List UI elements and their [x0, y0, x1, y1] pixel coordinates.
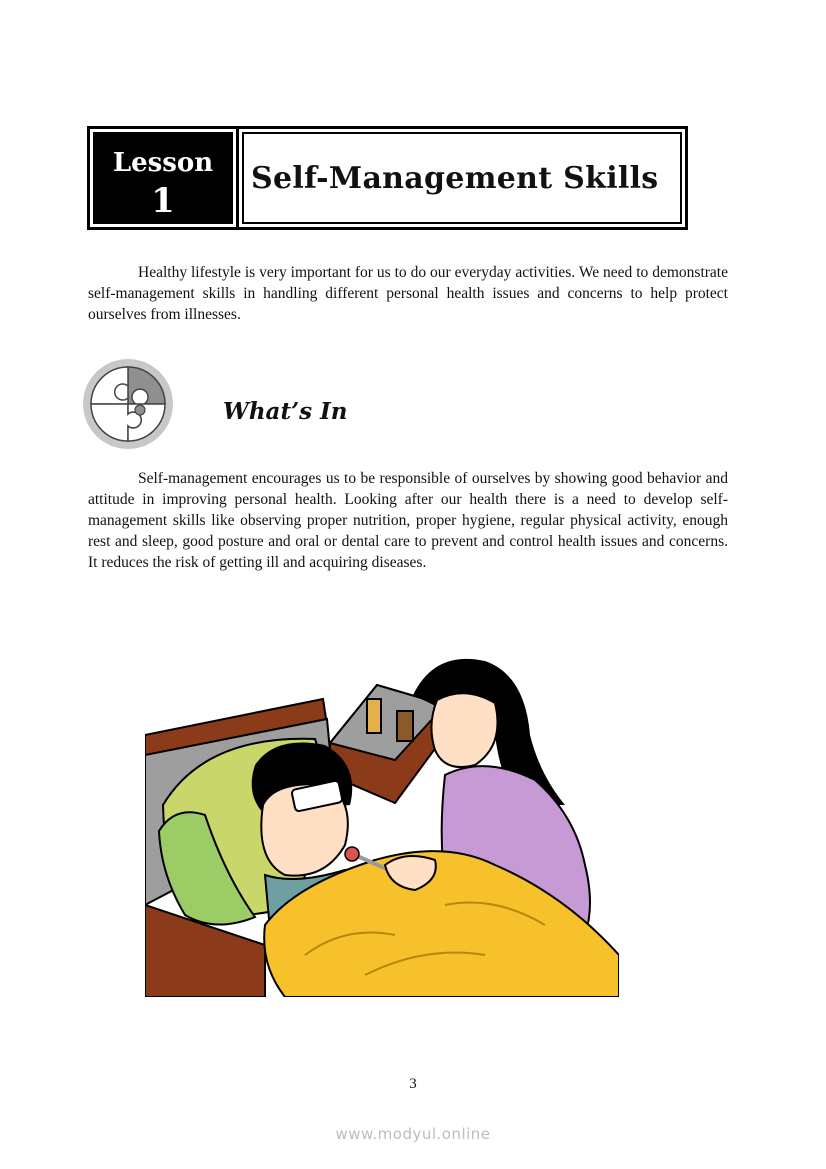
intro-paragraph: Healthy lifestyle is very important for us to do our everyday activities. We need to demonstrate self-management skills in handling different personal health issues and concerns to help protect ourselves from illnesses. [88, 264, 728, 323]
sick-child-illustration [145, 655, 619, 997]
lesson-banner [87, 126, 688, 230]
lesson-label: Lesson [112, 148, 214, 178]
whats-in-paragraph: Self-management encourages us to be responsible of ourselves by showing good behavior and attitude in improving personal health. Looking after our health there is a need to develop self-management skills like observing proper nutrition, proper hygiene, regular physical activity, enough rest and sleep, good posture and oral or dental care to prevent and control health issues and concerns. It reduces the risk of getting ill and acquiring diseases. [88, 470, 728, 571]
whats-in-heading: What’s In [223, 398, 348, 425]
watermark: www.modyul.online [335, 1125, 491, 1143]
lesson-number: 1 [151, 181, 175, 221]
lesson-title: Self-Management Skills [251, 160, 659, 196]
page-number: 3 [409, 1076, 417, 1092]
lesson-title-box [236, 129, 685, 227]
puzzle-icon [82, 358, 174, 450]
lesson-number-box [90, 129, 236, 227]
